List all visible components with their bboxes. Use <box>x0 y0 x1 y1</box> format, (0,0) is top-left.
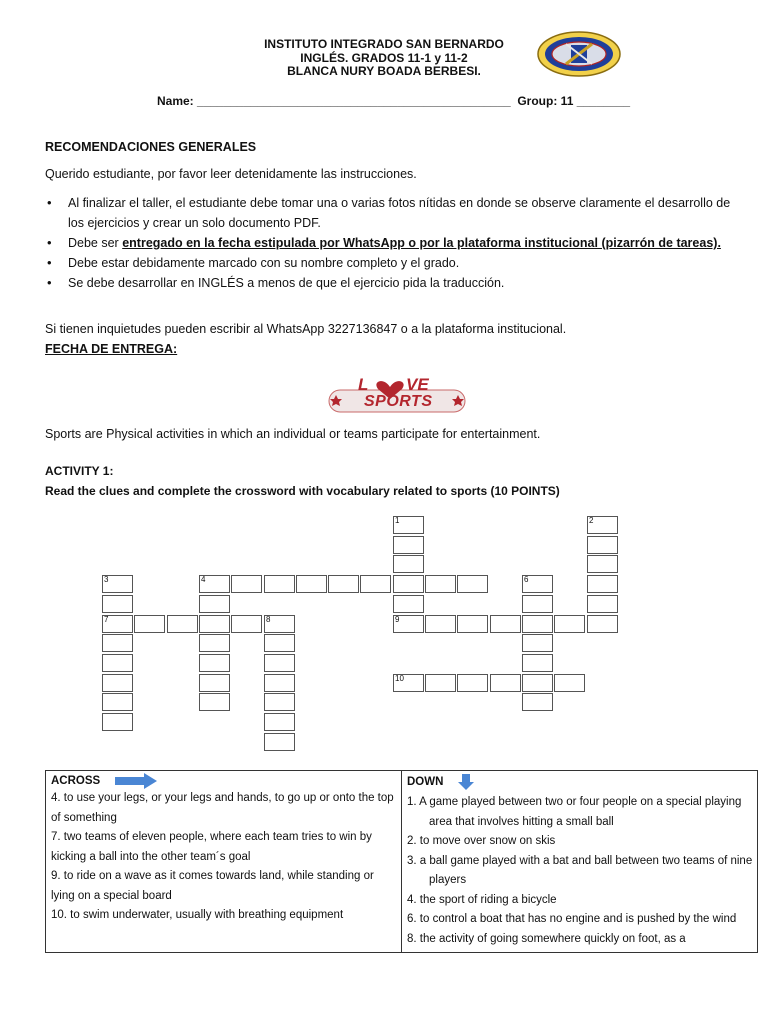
across-clue-4: 4. to use your legs, or your legs and hands, to go up or onto the top of something <box>51 792 394 824</box>
crossword-cell[interactable] <box>231 615 262 633</box>
crossword-cell[interactable] <box>102 674 133 692</box>
across-heading: ACROSS <box>51 773 397 789</box>
crossword-cell[interactable] <box>587 536 618 554</box>
crossword-number: 10 <box>395 674 404 683</box>
crossword-cell[interactable] <box>425 674 456 692</box>
crossword-cell[interactable] <box>393 536 424 554</box>
crossword-cell[interactable] <box>522 615 553 633</box>
crossword-cell[interactable] <box>102 693 133 711</box>
crossword-cell[interactable] <box>522 693 553 711</box>
list-item: • Debe estar debidamente marcado con su nombre completo y el grado. <box>45 253 735 273</box>
crossword-cell[interactable] <box>102 713 133 731</box>
logo-sports: SPORTS <box>364 393 433 410</box>
due-date-label: FECHA DE ENTREGA: <box>45 342 178 356</box>
crossword-cell[interactable] <box>199 634 230 652</box>
teacher-name: BLANCA NURY BOADA BERBESI. <box>287 64 481 78</box>
activity-instruction: Read the clues and complete the crossword with vocabulary related to sports (10 POINTS) <box>45 484 560 498</box>
crossword-cell[interactable] <box>167 615 198 633</box>
school-name: INSTITUTO INTEGRADO SAN BERNARDO <box>264 37 504 51</box>
crossword-cell[interactable] <box>587 595 618 613</box>
down-heading: DOWN <box>407 773 753 791</box>
logo-l: L <box>358 375 369 394</box>
crossword-cell[interactable] <box>102 595 133 613</box>
crossword-cell[interactable] <box>522 634 553 652</box>
crossword-cell[interactable] <box>393 595 424 613</box>
crossword-cell[interactable] <box>554 674 585 692</box>
crossword-cell[interactable] <box>199 654 230 672</box>
crossword-cell[interactable] <box>199 615 230 633</box>
list-item: • Se debe desarrollar en INGLÉS a menos de que el ejercicio pida la traducción. <box>45 273 735 293</box>
down-clue-6: 6. to control a boat that has no engine and is pushed by the wind <box>407 913 737 925</box>
course-title: INGLÉS. GRADOS 11-1 y 11-2 <box>300 51 468 65</box>
crossword-cell[interactable] <box>264 713 295 731</box>
crossword-cell[interactable] <box>264 733 295 751</box>
crossword-cell[interactable] <box>587 575 618 593</box>
crossword-number: 9 <box>395 615 400 624</box>
contact-text: Si tienen inquietudes pueden escribir al WhatsApp 3227136847 o a la plataforma institucional. <box>45 322 567 336</box>
list-item: • Debe ser entregado en la fecha estipulada por WhatsApp o por la plataforma institucional (pizarrón de tareas). <box>45 233 735 253</box>
crossword-cell[interactable] <box>522 674 553 692</box>
across-clue-7: 7. two teams of eleven people, where each team tries to win by kicking a ball into the other team´s goal <box>51 831 372 863</box>
name-group-line[interactable]: Name: _______________________________________________ Group: 11 ________ <box>157 94 631 108</box>
across-clue-9: 9. to ride on a wave as it comes towards land, while standing or lying on a special board <box>51 870 374 902</box>
arrow-down-icon <box>457 773 475 791</box>
crossword-number: 2 <box>589 516 594 525</box>
crossword-cell[interactable] <box>393 555 424 573</box>
crossword-cell[interactable] <box>360 575 391 593</box>
list-item: • Al finalizar el taller, el estudiante debe tomar una o varias fotos nítidas en donde se observe claramente el desarrollo de los ejercicios y crear un solo documento PDF. <box>45 193 735 233</box>
crossword-cell[interactable] <box>457 615 488 633</box>
down-clue-8: 8. the activity of going somewhere quickly on foot, as a <box>407 932 686 945</box>
arrow-right-icon <box>114 773 158 789</box>
down-clue-4: 4. the sport of riding a bicycle <box>407 893 557 906</box>
crossword-cell[interactable] <box>457 575 488 593</box>
crossword-number: 6 <box>524 575 529 584</box>
down-clue-2: 2. to move over snow on skis <box>407 835 556 847</box>
crossword-number: 8 <box>266 615 271 624</box>
down-column <box>402 771 758 953</box>
crossword-cell[interactable] <box>457 674 488 692</box>
across-clue-10: 10. to swim underwater, usually with breathing equipment <box>51 909 344 921</box>
activity-title: ACTIVITY 1: <box>45 464 114 478</box>
crossword-number: 4 <box>201 575 206 584</box>
crossword-cell[interactable] <box>199 674 230 692</box>
crossword-cell[interactable] <box>102 634 133 652</box>
recommendations-title: RECOMENDACIONES GENERALES <box>45 140 257 154</box>
logo-ve: VE <box>406 375 429 394</box>
crossword-cell[interactable] <box>199 595 230 613</box>
crossword-cell[interactable] <box>264 634 295 652</box>
crossword-cell[interactable] <box>296 575 327 593</box>
crossword-cell[interactable] <box>264 674 295 692</box>
crossword-cell[interactable] <box>425 575 456 593</box>
crossword-cell[interactable] <box>231 575 262 593</box>
sports-definition: Sports are Physical activities in which an individual or teams participate for entertainment. <box>45 427 541 441</box>
crossword-number: 3 <box>104 575 109 584</box>
crossword-cell[interactable] <box>425 615 456 633</box>
crossword-cell[interactable] <box>522 654 553 672</box>
down-clue-1: 1. A game played between two or four people on a special playing area that involves hitting a small ball <box>407 796 742 828</box>
crossword-cell[interactable] <box>264 693 295 711</box>
crossword-cell[interactable] <box>554 615 585 633</box>
down-clue-3: 3. a ball game played with a bat and ball between two teams of nine players <box>407 854 753 886</box>
crossword-number: 7 <box>104 615 109 624</box>
crossword-cell[interactable] <box>134 615 165 633</box>
crossword-cell[interactable] <box>264 575 295 593</box>
crossword-cell[interactable] <box>490 615 521 633</box>
crossword-cell[interactable] <box>393 575 424 593</box>
crossword-cell[interactable] <box>587 555 618 573</box>
across-column <box>46 771 402 953</box>
crossword-cell[interactable] <box>328 575 359 593</box>
crossword-cell[interactable] <box>102 654 133 672</box>
crossword-cell[interactable] <box>490 674 521 692</box>
recommendations-intro: Querido estudiante, por favor leer detenidamente las instrucciones. <box>45 167 417 181</box>
crossword-number: 1 <box>395 516 400 525</box>
crossword-cell[interactable] <box>264 654 295 672</box>
clues-table <box>45 770 758 953</box>
crossword-cell[interactable] <box>522 595 553 613</box>
crossword-cell[interactable] <box>199 693 230 711</box>
crossword-cell[interactable] <box>587 615 618 633</box>
